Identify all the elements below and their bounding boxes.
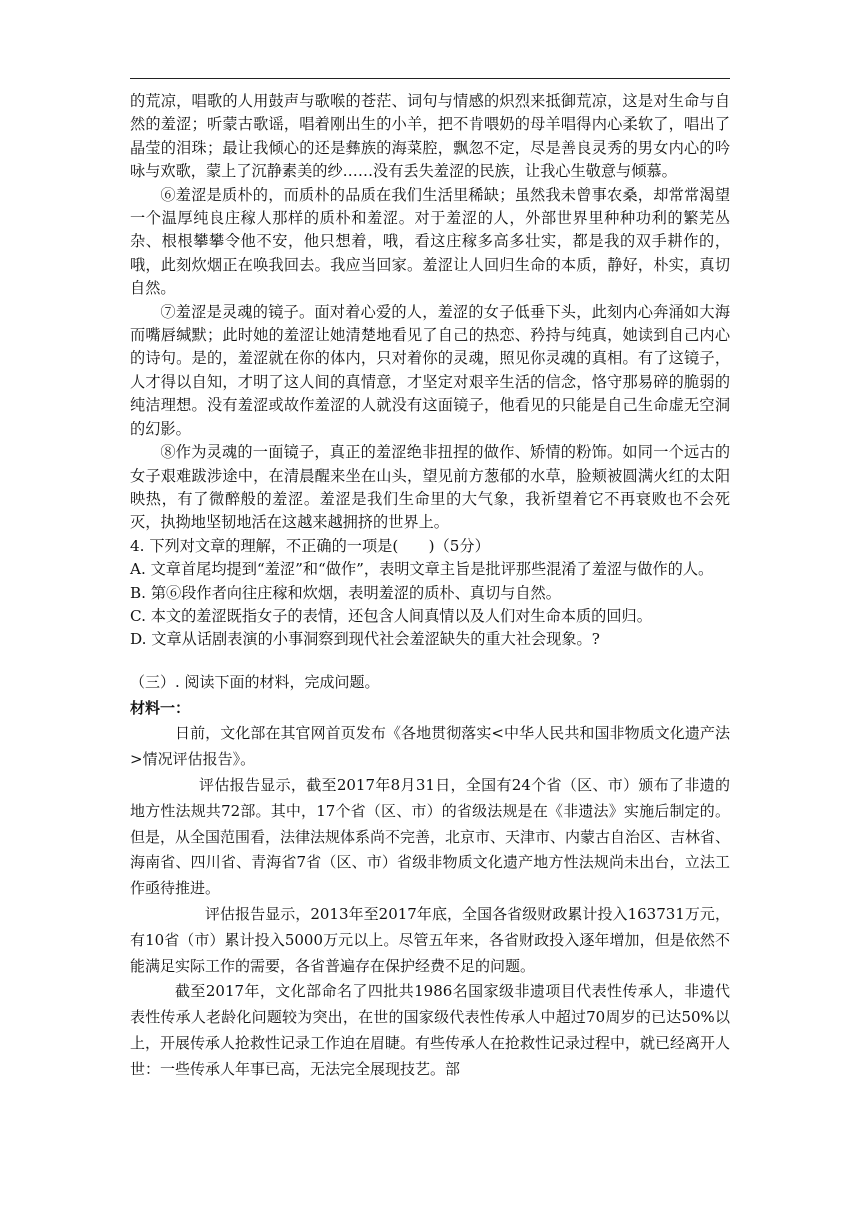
document-body bbox=[130, 90, 730, 1083]
question-stem: 4. 下列对文章的理解，不正确的一项是( )（5分） bbox=[130, 536, 490, 555]
option-c: C. 本文的羞涩既指女子的表情，还包含人间真情以及人们对生命本质的回归。 bbox=[130, 606, 652, 625]
passage-paragraph-5: 的荒凉，唱歌的人用鼓声与歌喉的苍茫、词句与情感的炽烈来抵御荒凉，这是对生命与自然的羞涩；听蒙古歌谣，唱着刚出生的小羊，把不肯喂奶的母羊唱得内心柔软了，唱出了晶莹的泪珠；最让我倾心的还是彝族的海菜腔，飘忽不定，尽是善良灵秀的男女内心的吟咏与欢歌，蒙上了沉静素美的纱……没有丢失羞涩的民族，让我心生敬意与倾慕。 bbox=[130, 92, 730, 181]
section-three bbox=[130, 670, 730, 1083]
section-heading: （三）. 阅读下面的材料，完成问题。 bbox=[130, 672, 380, 691]
option-b: B. 第⑥段作者向往庄稼和炊烟，表明羞涩的质朴、真切与自然。 bbox=[130, 583, 561, 602]
material-paragraph: 评估报告显示，2013年至2017年底，全国各省级财政累计投入163731万元，有10省（市）累计投入5000万元以上。尽管五年来，各省财政投入逐年增加，但是依然不能满足实际工作的需要，各省普遍存在保护经费不足的问题。 bbox=[130, 904, 730, 975]
material-paragraph: 截至2017年，文化部命名了四批共1986名国家级非遗项目代表性传承人，非遗代表性传承人老龄化问题较为突出，在世的国家级代表性传承人中超过70周岁的已达50%以上，开展传承人抢救性记录工作迫在眉睫。有些传承人在抢救性记录过程中，就已经离开人世：一些传承人年事已高，无法完全展现技艺。部 bbox=[130, 982, 731, 1078]
material-paragraph: 日前，文化部在其官网首页发布《各地贯彻落实<中华人民共和国非物质文化遗产法>情况评估报告》。 bbox=[130, 724, 730, 769]
passage-paragraph-8: ⑧作为灵魂的一面镜子，真正的羞涩绝非扭捏的做作、矫情的粉饰。如同一个远古的女子艰难跋涉途中，在清晨醒来坐在山头，望见前方葱郁的水草，脸颊被圆满火红的太阳映热，有了微醉般的羞涩。羞涩是我们生命里的大气象，我祈望着它不再衰败也不会死灭，执拗地坚韧地活在这越来越拥挤的世界上。 bbox=[130, 443, 730, 532]
top-rule bbox=[130, 78, 730, 79]
passage-paragraph-7: ⑦羞涩是灵魂的镜子。面对着心爱的人，羞涩的女子低垂下头，此刻内心奔涌如大海而嘴唇缄默；此时她的羞涩让她清楚地看见了自己的热恋、矜持与纯真，她读到自己内心的诗句。是的，羞涩就在你的体内，只对着你的灵魂，照见你灵魂的真相。有了这镜子，人才得以自知，才明了这人间的真情意，才坚定对艰辛生活的信念，恪守那易碎的脆弱的纯洁理想。没有羞涩或故作羞涩的人就没有这面镜子，他看见的只能是自己生命虚无空洞的幻影。 bbox=[130, 302, 730, 438]
material-paragraph: 评估报告显示，截至2017年8月31日，全国有24个省（区、市）颁布了非遗的地方性法规共72部。其中，17个省（区、市）的省级法规是在《非遗法》实施后制定的。但是，从全国范围看，法律法规体系尚不完善，北京市、天津市、内蒙古自治区、吉林省、海南省、四川省、青海省7省（区、市）省级非物质文化遗产地方性法规尚未出台，立法工作亟待推进。 bbox=[130, 775, 731, 898]
option-d: D. 文章从话剧表演的小事洞察到现代社会羞涩缺失的重大社会现象。? bbox=[130, 630, 600, 649]
material-label: 材料一： bbox=[130, 698, 191, 717]
passage-paragraph-6: ⑥羞涩是质朴的，而质朴的品质在我们生活里稀缺；虽然我未曾事农桑，却常常渴望一个温厚纯良庄稼人那样的质朴和羞涩。对于羞涩的人，外部世界里种种功利的繁芜丛杂、根根攀攀令他不安，他只想着，哦，看这庄稼多高多壮实，都是我的双手耕作的，哦，此刻炊烟正在唤我回去。我应当回家。羞涩让人回归生命的本质，静好，朴实，真切自然。 bbox=[130, 185, 730, 298]
option-a: A. 文章首尾均提到“羞涩”和“做作”，表明文章主旨是批评那些混淆了羞涩与做作的人。 bbox=[130, 560, 714, 579]
